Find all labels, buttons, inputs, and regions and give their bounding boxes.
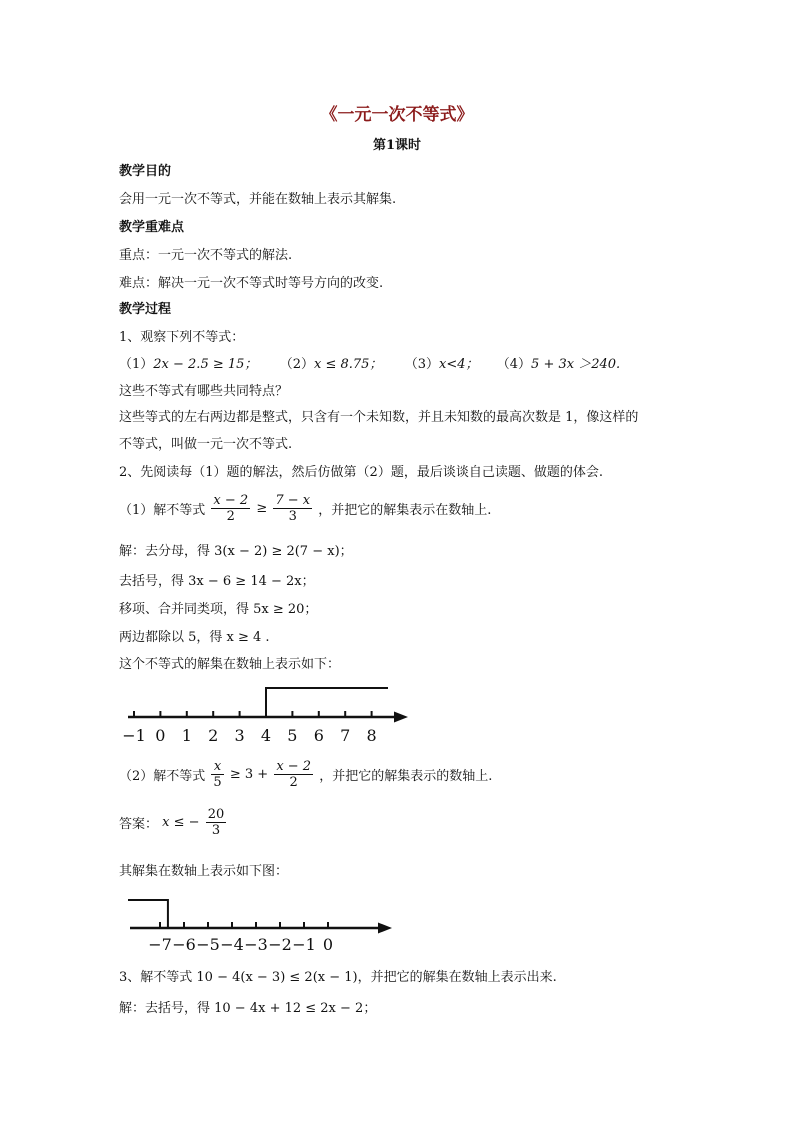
- ineq4-label: （4）: [496, 357, 532, 372]
- axis1-caption: 这个不等式的解集在数轴上表示如下：: [119, 657, 341, 672]
- problem1-frac1-num: x − 2: [213, 493, 249, 508]
- axis1-tick-label: 6: [313, 726, 324, 745]
- step1-intro: 1、观察下列不等式：: [119, 330, 245, 345]
- number-line-2: [118, 890, 398, 960]
- axis2-tick-label: −2: [268, 935, 292, 954]
- step2-intro: 2、先阅读每（1）题的解法，然后仿做第（2）题，最后谈谈自己读题、做题的体会.: [119, 465, 603, 480]
- definition-line1: 这些等式的左右两边都是整式，只含有一个未知数，并且未知数的最高次数是 1，像这样的: [119, 410, 639, 425]
- problem1-frac2-num: 7 − x: [275, 493, 311, 508]
- number-line-1: [118, 676, 418, 751]
- definition-line2: 不等式，叫做一元一次不等式.: [119, 437, 293, 452]
- solution1-line3: 移项、合并同类项，得 5x ≥ 20；: [119, 602, 318, 617]
- axis2-tick-label: −4: [220, 935, 244, 954]
- problem2-prefix: （2）解不等式: [119, 769, 206, 784]
- solution1-line2: 去括号，得 3x − 6 ≥ 14 − 2x；: [119, 574, 315, 589]
- axis2-tick-label: −5: [196, 935, 220, 954]
- problem1-frac1-den: 2: [226, 509, 235, 524]
- inequality-list: [119, 353, 620, 372]
- ineq3-label: （3）: [404, 357, 439, 372]
- axis2-tick-label: −6: [172, 935, 196, 954]
- ineq4: 5 + 3x ＞240.: [531, 357, 621, 372]
- solution1-line4: 两边都除以 5，得 x ≥ 4 .: [119, 630, 270, 645]
- answer-fraction: [206, 807, 227, 838]
- ineq2: x ≤ 8.75；: [313, 357, 383, 372]
- solution1-line1: 解：去分母，得 3(x − 2) ≥ 2(7 − x)；: [119, 544, 353, 559]
- step3: 3、解不等式 10 − 4(x − 3) ≤ 2(x − 1)，并把它的解集在数轴上表示出来.: [119, 970, 557, 985]
- solution3-line1: 解：去括号，得 10 − 4x + 12 ≤ 2x − 2；: [119, 1001, 377, 1016]
- ineq1: 2x − 2.5 ≥ 15；: [153, 357, 258, 372]
- axis1-solution-bracket: [266, 688, 388, 717]
- axis1-tick-label: 2: [208, 726, 219, 745]
- problem1-suffix: ，并把它的解集表示在数轴上.: [318, 503, 492, 518]
- answer-den: 3: [211, 823, 221, 838]
- lesson-subtitle: 第1课时: [372, 138, 422, 153]
- axis1-tick-label: 4: [260, 726, 272, 745]
- axis2-caption: 其解集在数轴上表示如下图：: [119, 864, 289, 879]
- goal-heading: 教学目的: [119, 164, 172, 179]
- problem1-sign: ≥: [256, 501, 268, 516]
- problem2-frac2-den: 2: [289, 775, 298, 790]
- answer-lhs: x ≤ −: [162, 815, 200, 830]
- problem2-frac1-num: x: [211, 759, 223, 775]
- key-heading: 教学重难点: [119, 220, 185, 235]
- problem2-fraction1: [211, 759, 223, 790]
- ineq1-label: （1）: [119, 357, 154, 372]
- answer-num: 20: [207, 807, 225, 822]
- problem2-frac1-den: 5: [213, 775, 222, 790]
- axis1-tick-label: 0: [155, 726, 166, 745]
- problem2-frac2-num: x − 2: [276, 759, 312, 774]
- answer: [119, 807, 228, 838]
- axis2-arrow: [378, 923, 392, 934]
- problem2-fraction2: [274, 759, 313, 790]
- problem2-mid: ≥ 3 +: [229, 767, 269, 782]
- axis2-tick-label: 0: [322, 935, 334, 954]
- axis1-tick-label: 1: [181, 726, 192, 745]
- axis1-tick-label: 7: [340, 726, 351, 745]
- axis1-tick-label: 3: [234, 726, 245, 745]
- question: 这些不等式有哪些共同特点？: [119, 384, 289, 399]
- ineq3: x<4；: [438, 357, 479, 372]
- ineq2-label: （2）: [279, 357, 314, 372]
- problem1: [119, 493, 491, 524]
- axis2-tick-label: −7: [148, 935, 172, 954]
- problem1-fraction1: [211, 493, 250, 524]
- goal-text: 会用一元一次不等式，并能在数轴上表示其解集.: [119, 192, 397, 207]
- problem1-prefix: （1）解不等式: [119, 503, 206, 518]
- problem2-suffix: ，并把它的解集表示的数轴上.: [319, 769, 493, 784]
- axis2-tick-label: −3: [244, 935, 268, 954]
- axis1-tick-label: −1: [122, 726, 146, 745]
- axis1-arrow: [394, 712, 408, 723]
- answer-prefix: 答案：: [119, 817, 159, 832]
- axis2-solution-bracket: [128, 900, 168, 928]
- problem1-fraction2: [273, 493, 312, 524]
- axis2-tick-label: −1: [292, 935, 316, 954]
- process-heading: 教学过程: [119, 302, 172, 317]
- document-title: 《一元一次不等式》: [320, 105, 474, 125]
- problem2: [119, 759, 492, 790]
- problem1-frac2-den: 3: [288, 509, 297, 524]
- difficult-point: 难点：解决一元一次不等式时等号方向的改变.: [119, 276, 384, 291]
- axis1-tick-label: 5: [287, 726, 298, 745]
- key-point: 重点：一元一次不等式的解法.: [119, 248, 293, 263]
- axis1-tick-label: 8: [366, 726, 377, 745]
